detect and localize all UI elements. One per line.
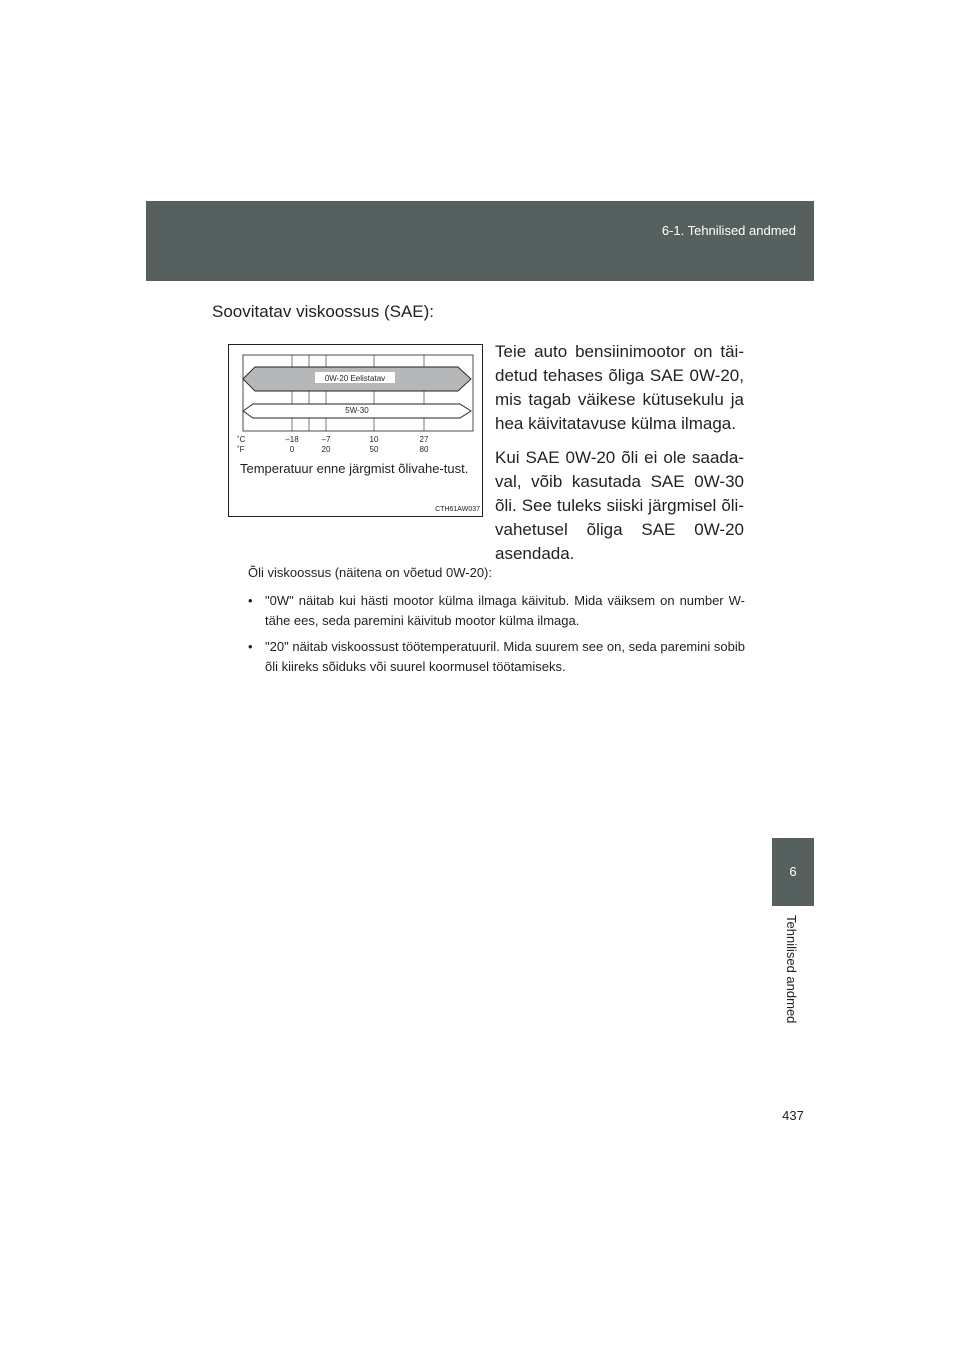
figure-code: CTH61AW037	[435, 506, 480, 513]
paragraph: Teie auto bensiinimootor on täi-detud tehases õliga SAE 0W-20, mis tagab väikese kütusekulu ja hea käivitatavuse külma ilmaga.	[495, 342, 744, 433]
bullet: •	[248, 639, 253, 654]
chapter-label	[784, 915, 802, 1055]
unit-fahrenheit: ˚F	[237, 445, 245, 454]
bar-5w30-label: 5W-30	[345, 406, 369, 415]
unit-celsius: ˚C	[237, 435, 246, 444]
oil-recommendation	[495, 340, 744, 566]
figure-caption: Temperatuur enne järgmist õlivahe-tust.	[240, 461, 469, 476]
section-title: 6-1. Tehnilised andmed	[661, 223, 796, 238]
tick-c: 10	[369, 435, 379, 444]
list-item	[248, 637, 745, 677]
tick-f: 0	[289, 445, 295, 454]
viscosity-explanation	[248, 563, 745, 683]
header-band	[146, 201, 814, 281]
section-heading: Soovitatav viskoossus (SAE):	[212, 302, 435, 321]
bullet: •	[248, 593, 253, 608]
paragraph: Kui SAE 0W-20 õli ei ole saada-val, võib kasutada SAE 0W-30 õli. See tuleks siiski järgmisel õli-vahetusel õliga SAE 0W-20 asendada.	[495, 448, 744, 563]
bar-0w20-label: 0W-20 Eelistatav	[324, 374, 386, 383]
viscosity-chart	[229, 345, 482, 516]
grid-frame	[243, 355, 473, 431]
list-item-text: "20" näitab viskoossust töötemperatuuril. Mida suurem see on, seda paremini sobib õli kiireks sõiduks või suurel koormusel töötamiseks.	[265, 639, 745, 674]
tick-f: 80	[419, 445, 429, 454]
tick-c: 27	[419, 435, 429, 444]
chapter-label-text: Tehnilised andmed	[784, 915, 799, 1024]
viscosity-list	[248, 591, 745, 677]
tick-c: –18	[285, 435, 299, 444]
page-number: 437	[782, 1108, 804, 1123]
tick-c: –7	[321, 435, 331, 444]
viscosity-intro: Õli viskoossus (näitena on võetud 0W-20):	[248, 565, 492, 580]
tick-f: 20	[321, 445, 331, 454]
list-item-text: "0W" näitab kui hästi mootor külma ilmaga käivitub. Mida väiksem on number W-tähe ees, seda paremini käivitub mootor külma ilmaga.	[265, 593, 745, 628]
viscosity-figure	[228, 344, 483, 517]
list-item	[248, 591, 745, 631]
tick-f: 50	[369, 445, 379, 454]
chapter-tab: 6	[772, 838, 814, 906]
